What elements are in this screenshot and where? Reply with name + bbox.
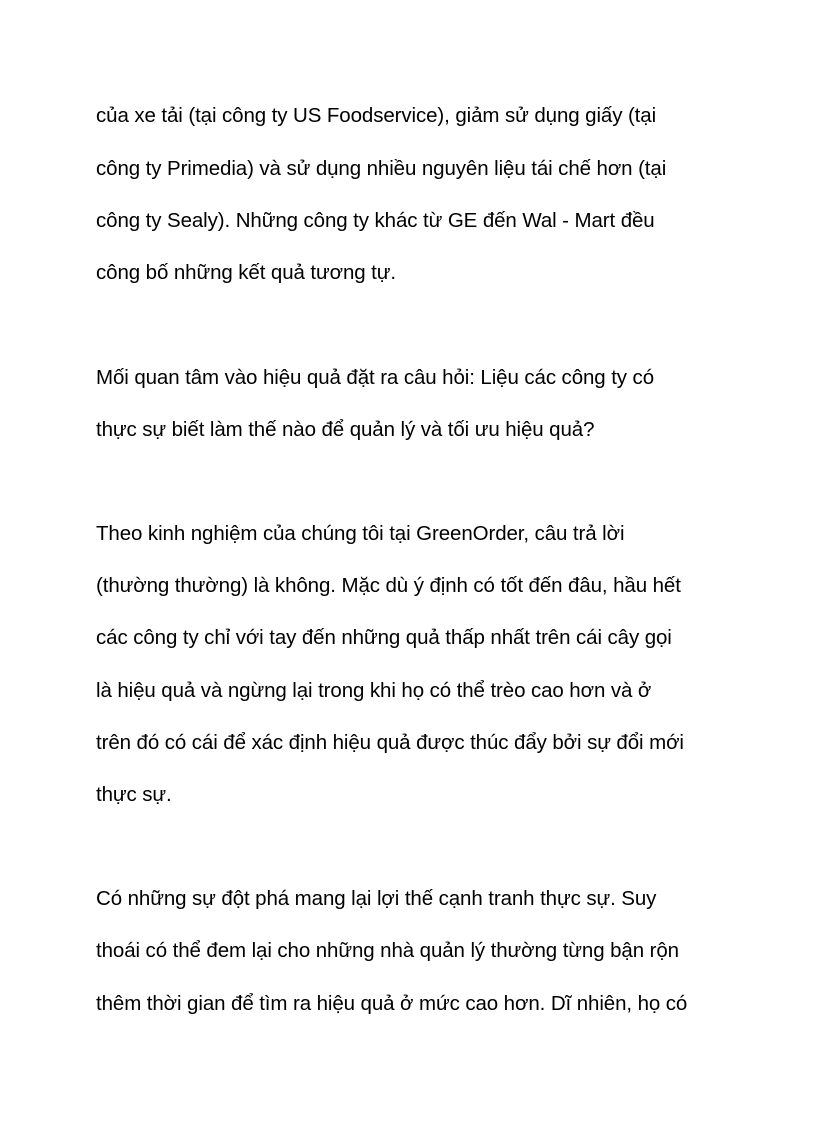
paragraph-3-line-2: (thường thường) là không. Mặc dù ý định có tốt đến đâu, hầu hết <box>96 574 681 597</box>
paragraph-4-line-3: thêm thời gian để tìm ra hiệu quả ở mức cao hơn. Dĩ nhiên, họ có <box>96 992 688 1015</box>
paragraph-1-line-2: công ty Primedia) và sử dụng nhiều nguyên liệu tái chế hơn (tại <box>96 157 667 180</box>
paragraph-2-line-1: Mối quan tâm vào hiệu quả đặt ra câu hỏi: Liệu các công ty có <box>96 366 655 389</box>
paragraph-1-line-3: công ty Sealy). Những công ty khác từ GE đến Wal - Mart đều <box>96 209 655 232</box>
paragraph-4-line-1: Có những sự đột phá mang lại lợi thế cạnh tranh thực sự. Suy <box>96 887 657 910</box>
paragraph-3-line-6: thực sự. <box>96 783 172 806</box>
paragraph-3-line-3: các công ty chỉ với tay đến những quả thấp nhất trên cái cây gọi <box>96 626 672 649</box>
paragraph-1-line-4: công bố những kết quả tương tự. <box>96 261 396 284</box>
paragraph-4-line-2: thoái có thể đem lại cho những nhà quản lý thường từng bận rộn <box>96 939 679 962</box>
paragraph-3-line-4: là hiệu quả và ngừng lại trong khi họ có thể trèo cao hơn và ở <box>96 679 652 702</box>
paragraph-2-line-2: thực sự biết làm thế nào để quản lý và tối ưu hiệu quả? <box>96 418 595 441</box>
paragraph-3-line-5: trên đó có cái để xác định hiệu quả được thúc đẩy bởi sự đổi mới <box>96 731 684 754</box>
paragraph-1-line-1: của xe tải (tại công ty US Foodservice), giảm sử dụng giấy (tại <box>96 104 657 127</box>
paragraph-3-line-1: Theo kinh nghiệm của chúng tôi tại GreenOrder, câu trả lời <box>96 522 625 545</box>
